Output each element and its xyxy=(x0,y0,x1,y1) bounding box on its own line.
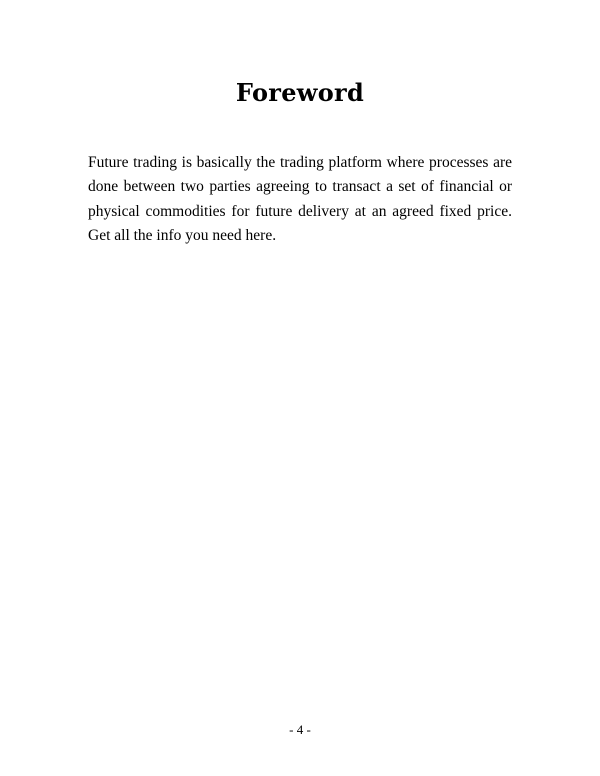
page-number: - 4 - xyxy=(289,722,311,737)
page-title: Foreword xyxy=(235,78,365,107)
foreword-paragraph: Future trading is basically the trading platform where processes are done between two parties agreeing to transact a set of financial or physical commodities for future delivery at an agreed fixed price. Get all the info you need here. xyxy=(88,154,512,244)
